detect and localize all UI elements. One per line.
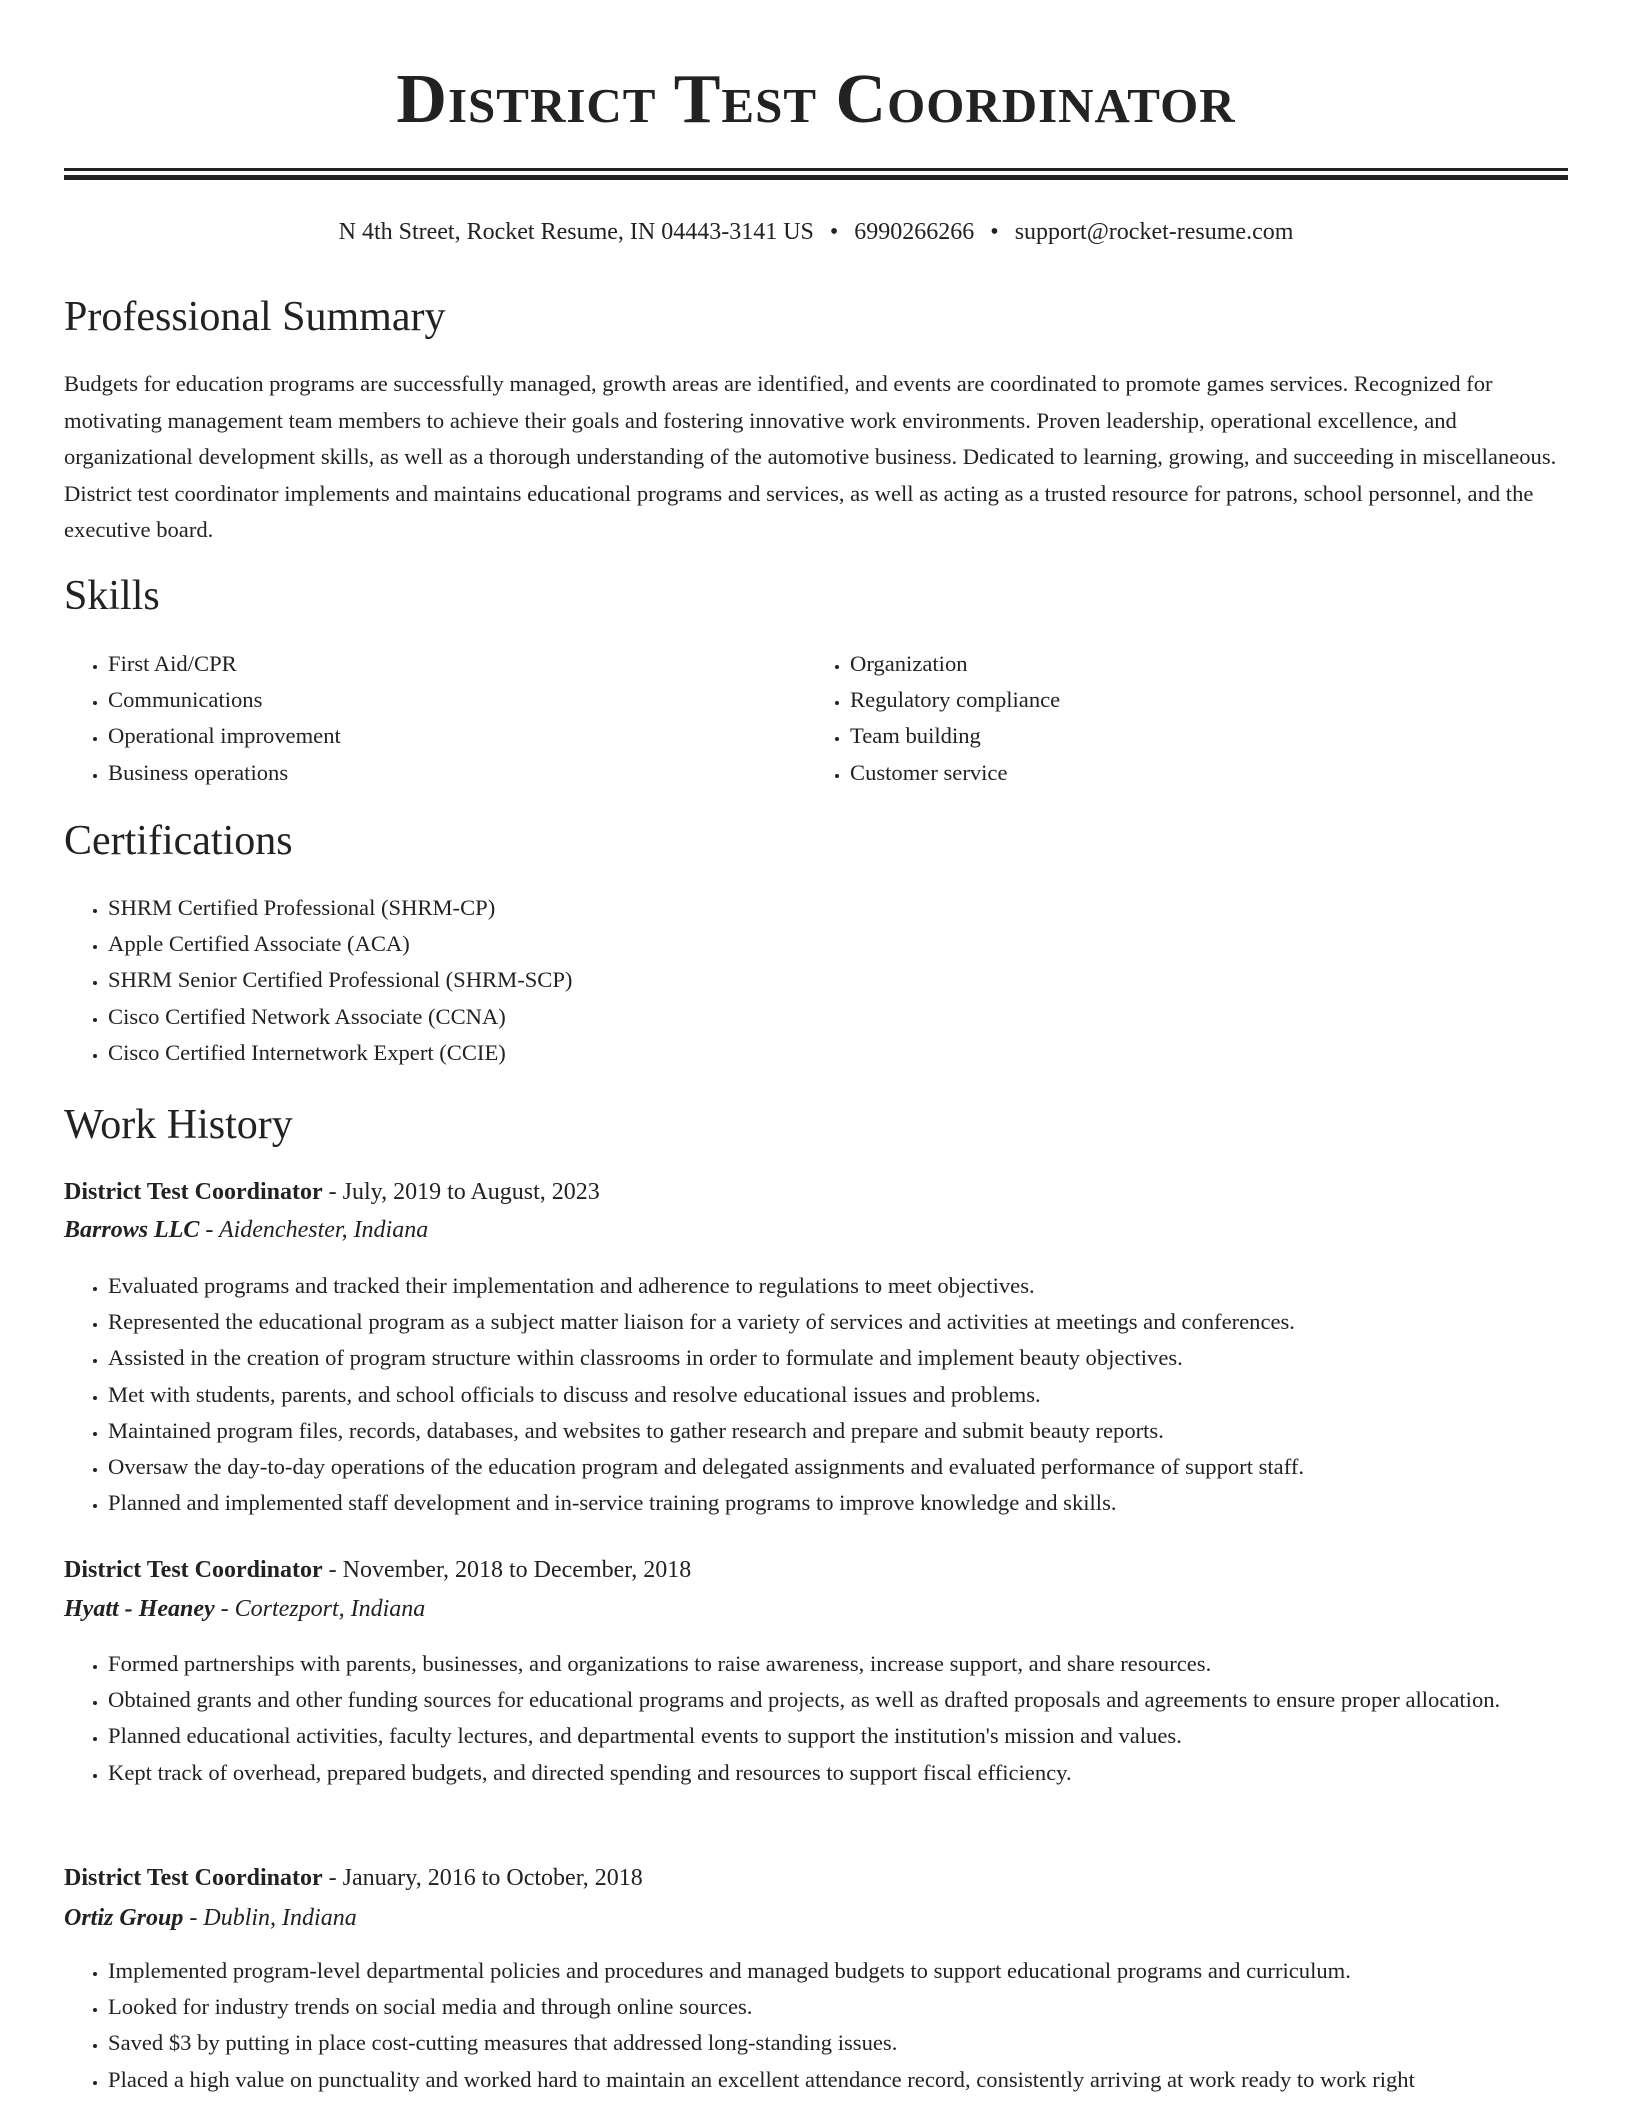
list-item: • Implemented program-level departmental policies and procedures and managed budgets to support educational programs and curriculum. — [108, 1953, 1568, 1989]
section-title-summary: Professional Summary — [64, 294, 446, 340]
job-company-line: Ortiz Group - Dublin, Indiana — [64, 1905, 357, 1931]
job-role: District Test Coordinator — [64, 1865, 323, 1891]
list-item: • Kept track of overhead, prepared budgets, and directed spending and resources to support fiscal efficiency. — [108, 1755, 1568, 1791]
list-item: • Oversaw the day-to-day operations of the education program and delegated assignments and evaluated performance of support staff. — [108, 1449, 1568, 1485]
job-dates: July, 2019 to August, 2023 — [342, 1179, 600, 1205]
list-item: • Obtained grants and other funding sources for educational programs and projects, as well as drafted proposals and agreements to ensure proper allocation. — [108, 1682, 1568, 1718]
job-title-line: District Test Coordinator - November, 2018 to December, 2018 — [64, 1557, 692, 1583]
job-location: Cortezport, Indiana — [234, 1596, 426, 1622]
contact-separator: • — [829, 219, 839, 245]
section-title-work-history: Work History — [64, 1102, 293, 1148]
list-item: • Evaluated programs and tracked their implementation and adherence to regulations to meet objectives. — [108, 1268, 1568, 1304]
list-item: • Maintained program files, records, databases, and websites to gather research and prepare and submit beauty reports. — [108, 1413, 1568, 1449]
summary-text: Budgets for education programs are successfully managed, growth areas are identified, and events are coordinated to promote games services. Recognized for motivating management team members to achieve their goals and fostering innovative work environments. Proven leadership, operational excellence, and organizational development skills, as well as a thorough understanding of the automotive business. Dedicated to learning, growing, and succeeding in miscellaneous. District test coordinator implements and maintains educational programs and services, as well as acting as a trusted resource for patrons, school personnel, and the executive board. — [64, 371, 1557, 542]
section-title-certifications: Certifications — [64, 818, 293, 864]
job-company: Hyatt - Heaney — [64, 1596, 215, 1622]
list-item: • Cisco Certified Network Associate (CCNA) — [108, 999, 1568, 1035]
list-item: • SHRM Certified Professional (SHRM-CP) — [108, 890, 1568, 926]
list-item: • Cisco Certified Internetwork Expert (CCIE) — [108, 1035, 1568, 1071]
list-item: • Regulatory compliance — [850, 682, 1550, 718]
list-item: • First Aid/CPR — [108, 646, 808, 682]
list-item: • Customer service — [850, 755, 1550, 791]
job-bullets — [64, 1268, 1568, 1521]
list-item: • Met with students, parents, and school officials to discuss and resolve educational issues and problems. — [108, 1377, 1568, 1413]
list-item: • Organization — [850, 646, 1550, 682]
list-item: • Placed a high value on punctuality and worked hard to maintain an excellent attendance record, consistently arriving at work ready to work right — [108, 2062, 1568, 2098]
list-item: • Assisted in the creation of program structure within classrooms in order to formulate and implement beauty objectives. — [108, 1340, 1568, 1376]
list-item: • Formed partnerships with parents, businesses, and organizations to raise awareness, increase support, and share resources. — [108, 1646, 1568, 1682]
contact-address: N 4th Street, Rocket Resume, IN 04443-3141 US — [338, 219, 814, 245]
header-divider-thick — [64, 175, 1568, 180]
job-role: District Test Coordinator — [64, 1179, 323, 1205]
contact-email[interactable]: support@rocket-resume.com — [1014, 219, 1294, 245]
list-item: • Team building — [850, 718, 1550, 754]
list-item: • Saved $3 by putting in place cost-cutting measures that addressed long-standing issues. — [108, 2025, 1568, 2061]
job-company: Barrows LLC — [64, 1217, 200, 1243]
list-item: • Planned educational activities, faculty lectures, and departmental events to support the institution's mission and values. — [108, 1718, 1568, 1754]
skills-list-left — [64, 646, 808, 791]
job-bullets — [64, 1953, 1568, 2098]
list-item: • Planned and implemented staff development and in-service training programs to improve knowledge and skills. — [108, 1485, 1568, 1521]
contact-separator: • — [990, 219, 999, 245]
list-item: • Operational improvement — [108, 718, 808, 754]
list-item: • Business operations — [108, 755, 808, 791]
job-location: Aidenchester, Indiana — [218, 1217, 429, 1243]
job-title-line: District Test Coordinator - January, 2016 to October, 2018 — [64, 1865, 643, 1891]
contact-line — [64, 214, 1568, 250]
certifications-list — [64, 890, 1568, 1071]
job-location: Dublin, Indiana — [203, 1905, 357, 1931]
job-title-line: District Test Coordinator - July, 2019 to August, 2023 — [64, 1179, 600, 1205]
resume-page — [64, 0, 1568, 2092]
list-item: • Looked for industry trends on social media and through online sources. — [108, 1989, 1568, 2025]
job-company-line: Barrows LLC - Aidenchester, Indiana — [64, 1217, 429, 1243]
job-role: District Test Coordinator — [64, 1557, 323, 1583]
section-title-skills: Skills — [64, 573, 160, 619]
skills-list-right — [806, 646, 1550, 791]
list-item: • Represented the educational program as a subject matter liaison for a variety of services and activities at meetings and conferences. — [108, 1304, 1568, 1340]
list-item: • Apple Certified Associate (ACA) — [108, 926, 1568, 962]
job-company-line: Hyatt - Heaney - Cortezport, Indiana — [64, 1596, 426, 1622]
contact-phone: 6990266266 — [854, 219, 975, 245]
candidate-name: District Test Coordinator — [396, 61, 1236, 138]
list-item: • Communications — [108, 682, 808, 718]
list-item: • SHRM Senior Certified Professional (SHRM-SCP) — [108, 962, 1568, 998]
header-divider-thin — [64, 168, 1568, 171]
job-bullets — [64, 1646, 1568, 1791]
job-dates: January, 2016 to October, 2018 — [342, 1865, 643, 1891]
job-dates: November, 2018 to December, 2018 — [342, 1557, 692, 1583]
job-company: Ortiz Group — [64, 1905, 184, 1931]
